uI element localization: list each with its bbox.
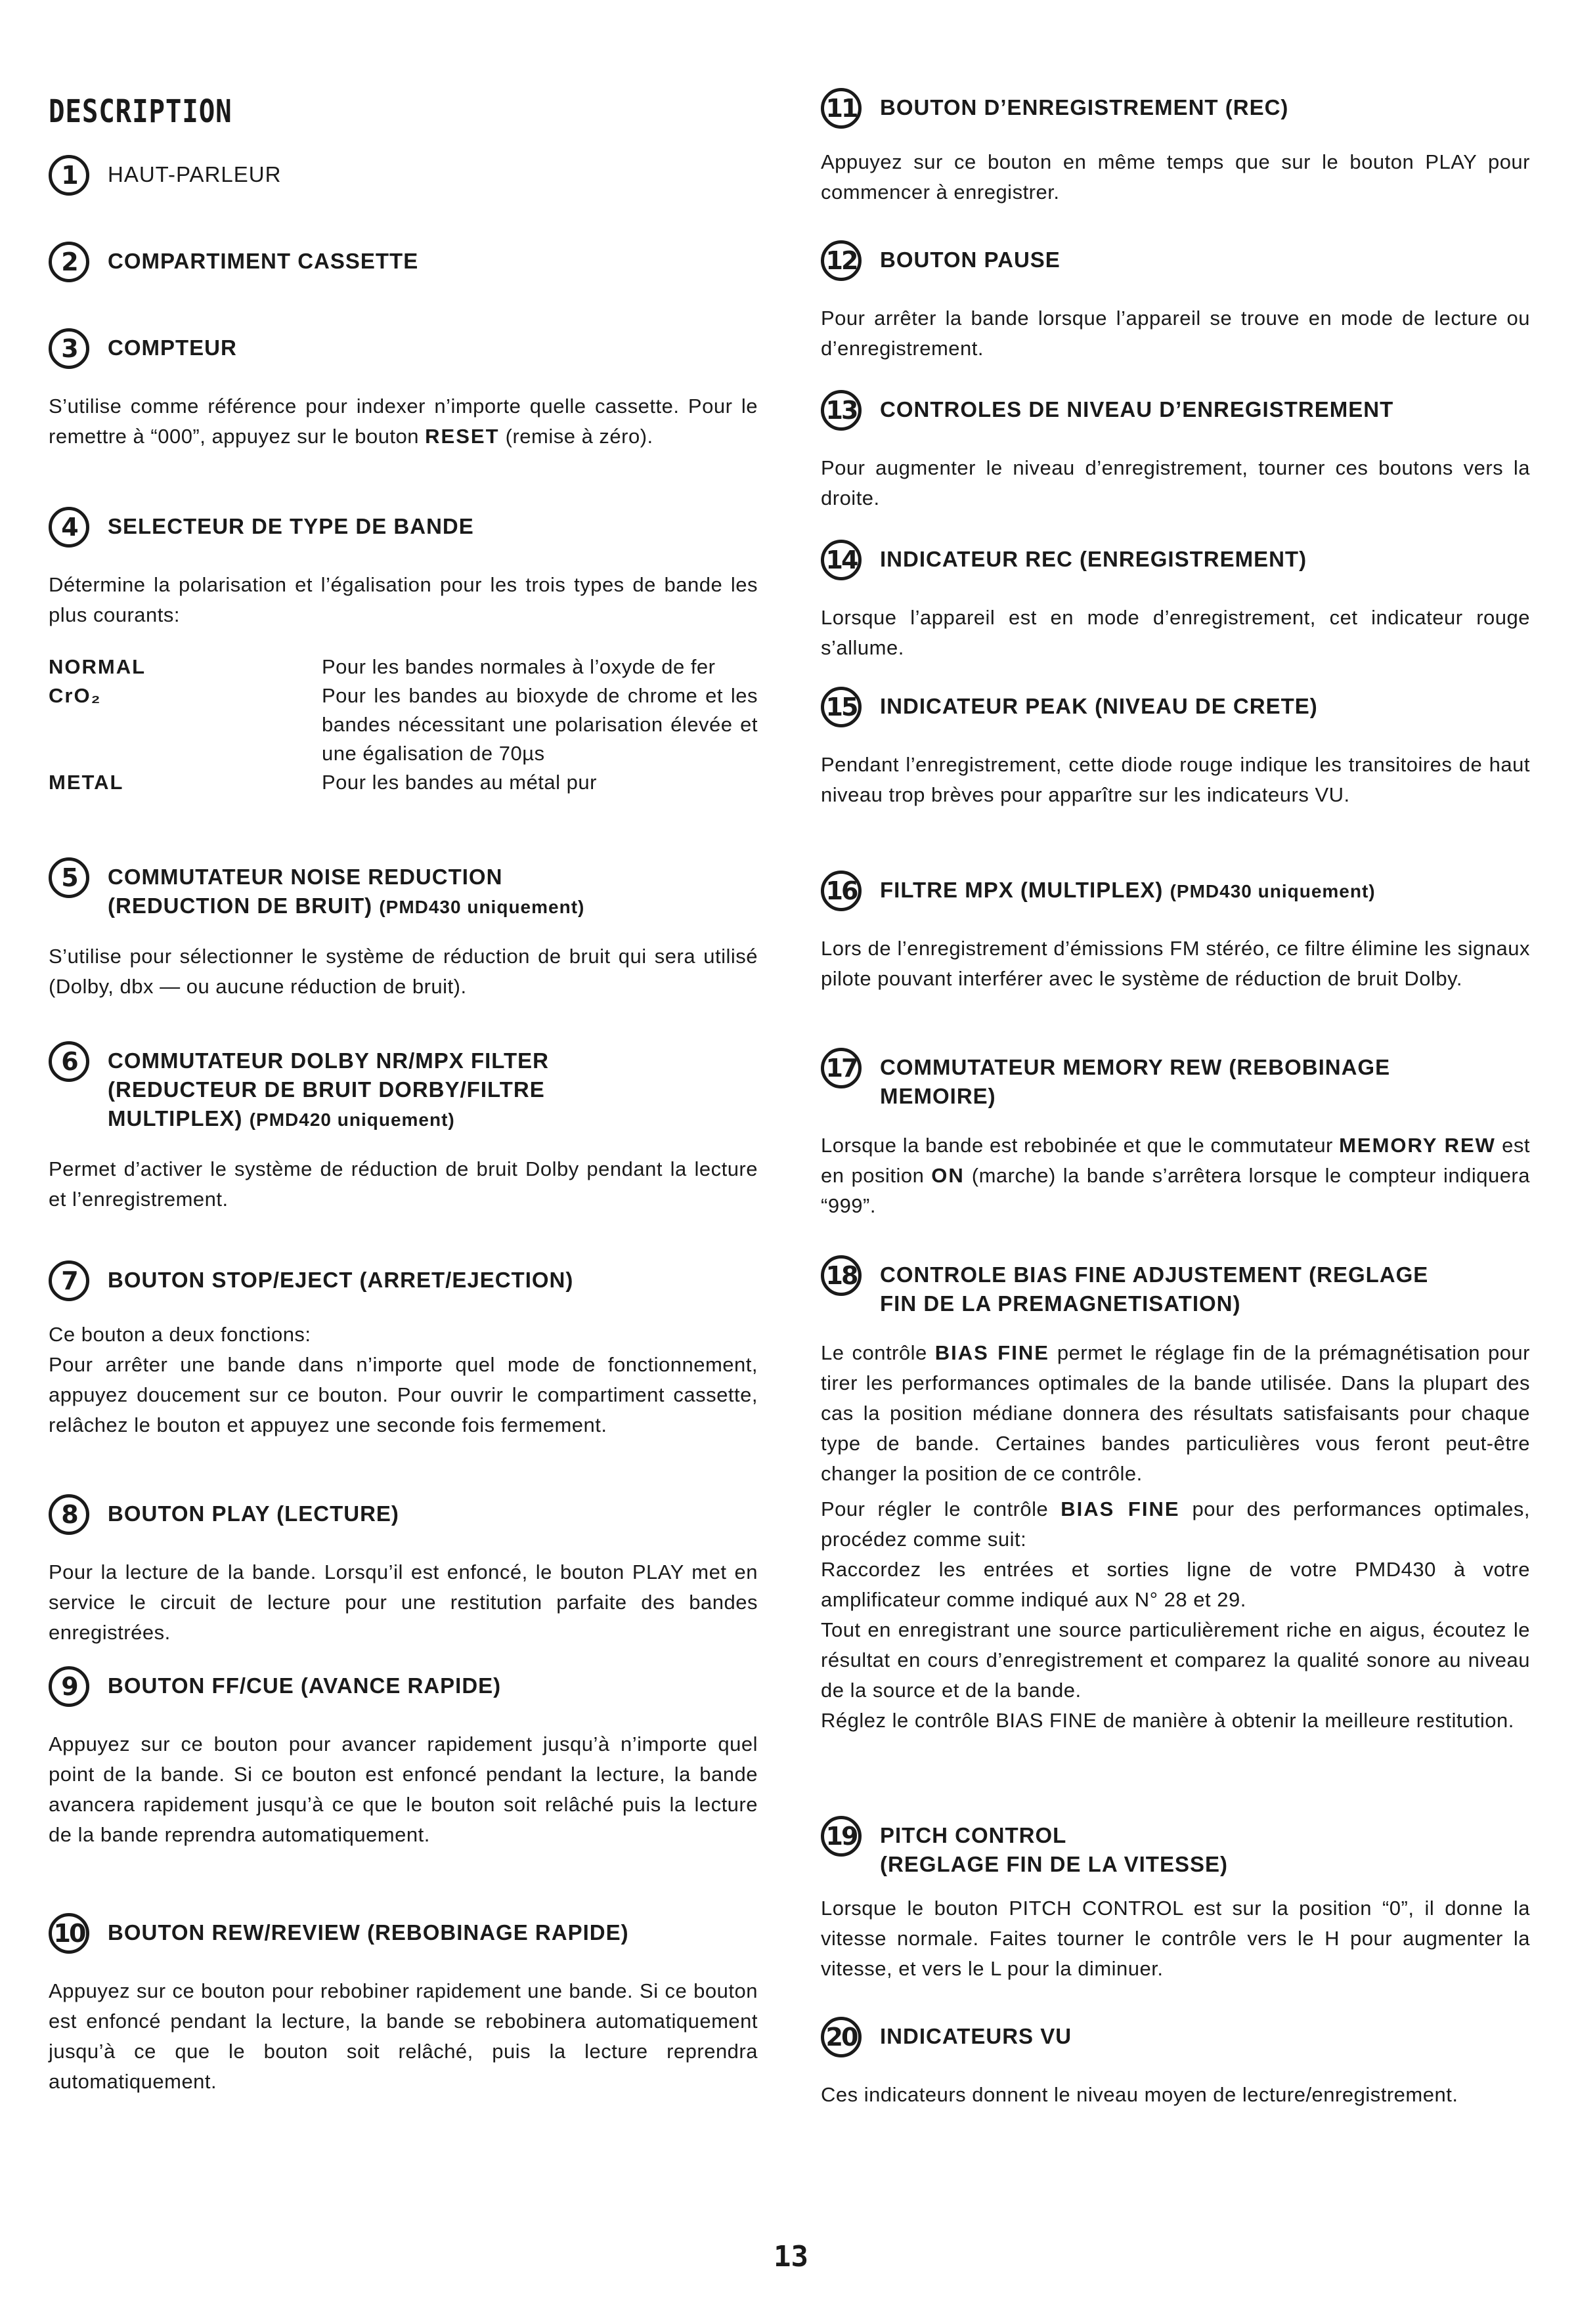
section-19: [821, 1816, 1530, 1984]
section-number: 16: [821, 871, 862, 911]
section-body: Pour augmenter le niveau d’enregistrement, tourner ces boutons vers la droite.: [821, 456, 1530, 509]
section-body: Lorsque l’appareil est en mode d’enregistrement, cet indicateur rouge s’allume.: [821, 606, 1530, 659]
section-title: PITCH CONTROL: [880, 1823, 1067, 1847]
section-18: [821, 1255, 1530, 1736]
section-title: BOUTON STOP/EJECT (ARRET/EJECTION): [108, 1268, 574, 1292]
section-15: [821, 687, 1530, 810]
section-title: BOUTON REW/REVIEW (REBOBINAGE RAPIDE): [108, 1920, 629, 1945]
section-number: 1: [49, 155, 89, 196]
section-number: 7: [49, 1260, 89, 1301]
tape-type-desc: Pour les bandes au bioxyde de chrome et les bandes nécessitant une polarisation élevée et une égalisation de 70µs: [322, 684, 758, 765]
section-title: CONTROLES DE NIVEAU D’ENREGISTREMENT: [880, 397, 1394, 421]
tape-type-label: CrO₂: [49, 684, 102, 707]
section-title: BOUTON PAUSE: [880, 247, 1061, 272]
tape-type-label: METAL: [49, 771, 124, 794]
section-5: 5 COMMUTATEUR NOISE REDUCTION (REDUCTION DE BRUIT) (PMD430 uniquement) S’utilise pour sélectionner le système de réduction de bruit qui sera utilisé (Dolby, dbx — ou aucune réduction de bruit).: [49, 857, 758, 1002]
section-body: Ce bouton a deux fonctions: Pour arrêter une bande dans n’importe quel mode de fonctionnement, appuyez doucement sur ce bouton. Pour ouvrir le compartiment cassette, relâchez le bouton et appuyez une seconde fois fermement.: [49, 1323, 758, 1436]
section-subtitle: (REGLAGE FIN DE LA VITESSE): [880, 1852, 1228, 1876]
section-3: [49, 328, 758, 452]
table-row: [49, 653, 758, 681]
section-title: COMMUTATEUR DOLBY NR/MPX FILTER: [108, 1048, 550, 1073]
section-title: INDICATEUR PEAK (NIVEAU DE CRETE): [880, 694, 1318, 718]
page-title: DESCRIPTION: [49, 93, 232, 130]
section-number: 8: [49, 1494, 89, 1535]
section-title: COMPARTIMENT CASSETTE: [108, 249, 419, 273]
section-title: HAUT-PARLEUR: [108, 162, 282, 186]
section-title: INDICATEURS VU: [880, 2024, 1072, 2048]
section-body: S’utilise comme référence pour indexer n’importe quelle cassette. Pour le remettre à “000”, appuyez sur le bouton RESET (remise à zéro).: [49, 395, 758, 448]
section-20: [821, 2017, 1530, 2110]
section-subtitle: FIN DE LA PREMAGNETISATION): [880, 1291, 1241, 1316]
section-title: COMMUTATEUR NOISE REDUCTION: [108, 865, 503, 889]
section-title: BOUTON D’ENREGISTREMENT (REC): [880, 95, 1289, 119]
section-body: Appuyez sur ce bouton pour avancer rapidement jusqu’à n’importe quel point de la bande. Si ce bouton est enfoncé pendant la lecture, la bande avancera rapidement jusqu’à ce que le bouton soit relâché puis la lecture de la bande reprendra automatiquement.: [49, 1732, 758, 1846]
section-body: Lorsque la bande est rebobinée et que le commutateur MEMORY REW est en position ON (marche) la bande s’arrêtera lorsque le compteur indiquera “999”.: [821, 1134, 1531, 1217]
section-number: 9: [49, 1666, 89, 1707]
section-number: 17: [821, 1048, 862, 1088]
section-number: 5: [49, 857, 89, 898]
section-17: [821, 1048, 1530, 1221]
section-6: 6 COMMUTATEUR DOLBY NR/MPX FILTER (REDUCTEUR DE BRUIT DORBY/FILTRE MULTIPLEX) (PMD420 uniquement) Permet d’activer le système de réduction de bruit Dolby pendant la lecture et l’enregistrement.: [49, 1041, 758, 1215]
section-body: Pour arrêter la bande lorsque l’appareil se trouve en mode de lecture ou d’enregistrement.: [821, 307, 1530, 360]
section-number: 14: [821, 540, 862, 580]
section-number: 12: [821, 240, 862, 281]
section-10: [49, 1913, 758, 2097]
section-number: 13: [821, 390, 862, 431]
section-1: [49, 155, 758, 198]
section-number: 6: [49, 1041, 89, 1082]
table-row: [49, 681, 758, 768]
section-16: [821, 871, 1530, 994]
section-subtitle: MEMOIRE): [880, 1084, 996, 1108]
section-13: [821, 390, 1530, 513]
section-title: INDICATEUR REC (ENREGISTREMENT): [880, 547, 1307, 571]
section-body: Lors de l’enregistrement d’émissions FM stéréo, ce filtre élimine les signaux pilote pouvant interférer avec le système de réduction de bruit Dolby.: [821, 937, 1530, 990]
section-title: BOUTON FF/CUE (AVANCE RAPIDE): [108, 1673, 502, 1698]
section-12: [821, 240, 1530, 364]
section-7: [49, 1260, 758, 1440]
section-number: 11: [821, 88, 862, 129]
section-body: Le contrôle BIAS FINE permet le réglage fin de la prémagnétisation pour tirer les performances optimales de la bande utilisée. Dans la plupart des cas la position médiane donnera des résultats satisfaisants pour chaque type de bande. Certaines bandes particulières vous feront peut-être changer la position de ce contrôle. Pour régler le contrôle BIAS FINE pour des performances optimales, procédez comme suit: Raccordez les entrées et sorties ligne de votre PMD430 à votre amplificateur comme indiqué aux N° 28 et 29. Tout en enregistrant une source particulièrement riche en aigus, écoutez le résultat en cours d’enregistrement et comparez la qualité sonore au niveau de la source et de la bande. Réglez le contrôle BIAS FINE de manière à obtenir la meilleure restitution.: [821, 1341, 1530, 1732]
tape-type-table: [49, 653, 758, 797]
section-body: Ces indicateurs donnent le niveau moyen de lecture/enregistrement.: [821, 2083, 1458, 2106]
section-title: COMPTEUR: [108, 335, 237, 360]
section-number: 18: [821, 1255, 862, 1296]
section-subtitle: (REDUCTEUR DE BRUIT DORBY/FILTRE: [108, 1077, 545, 1102]
section-subtitle: (REDUCTION DE BRUIT): [108, 893, 380, 918]
section-body: Lorsque le bouton PITCH CONTROL est sur la position “0”, il donne la vitesse normale. Faites tourner le contrôle vers le H pour augmenter la vitesse, et vers le L pour la diminuer.: [821, 1897, 1530, 1980]
section-body: Appuyez sur ce bouton pour rebobiner rapidement une bande. Si ce bouton est enfoncé pendant la lecture, la bande se rebobinera automatiquement jusqu’à ce que le bouton soit relâché, puis la lecture reprendra automatiquement.: [49, 1979, 758, 2093]
section-title: FILTRE MPX (MULTIPLEX) (PMD430 uniquement): [880, 878, 1376, 902]
section-8: [49, 1494, 758, 1648]
section-body: S’utilise pour sélectionner le système de réduction de bruit qui sera utilisé (Dolby, dbx — ou aucune réduction de bruit).: [49, 945, 758, 998]
tape-type-label: NORMAL: [49, 655, 146, 678]
tape-type-desc: Pour les bandes normales à l’oxyde de fer: [322, 655, 716, 678]
section-body: Permet d’activer le système de réduction de bruit Dolby pendant la lecture et l’enregistrement.: [49, 1157, 758, 1211]
section-2: [49, 242, 758, 285]
section-number: 19: [821, 1816, 862, 1857]
section-title: COMMUTATEUR MEMORY REW (REBOBINAGE: [880, 1055, 1391, 1079]
section-9: [49, 1666, 758, 1850]
section-number: 15: [821, 687, 862, 727]
section-14: [821, 540, 1530, 663]
tape-type-desc: Pour les bandes au métal pur: [322, 771, 597, 794]
section-title: BOUTON PLAY (LECTURE): [108, 1501, 399, 1526]
table-row: [49, 768, 758, 797]
section-body: Pendant l’enregistrement, cette diode rouge indique les transitoires de haut niveau trop brèves pour apparître sur les indicateurs VU.: [821, 753, 1530, 806]
section-title: SELECTEUR DE TYPE DE BANDE: [108, 514, 474, 538]
section-4: [49, 507, 758, 630]
section-11: [821, 88, 1530, 207]
section-body: Pour la lecture de la bande. Lorsqu’il est enfoncé, le bouton PLAY met en service le circuit de lecture pour une restitution parfaite des bandes enregistrées.: [49, 1560, 758, 1644]
section-body: Appuyez sur ce bouton en même temps que sur le bouton PLAY pour commencer à enregistrer.: [821, 150, 1530, 204]
section-number: 3: [49, 328, 89, 369]
section-number: 10: [49, 1913, 89, 1954]
section-number: 4: [49, 507, 89, 548]
section-number: 2: [49, 242, 89, 282]
page-number: 13: [774, 2240, 808, 2273]
section-number: 20: [821, 2017, 862, 2057]
section-body: Détermine la polarisation et l’égalisation pour les trois types de bande les plus courants:: [49, 573, 758, 626]
section-title: CONTROLE BIAS FINE ADJUSTEMENT (REGLAGE: [880, 1262, 1429, 1287]
